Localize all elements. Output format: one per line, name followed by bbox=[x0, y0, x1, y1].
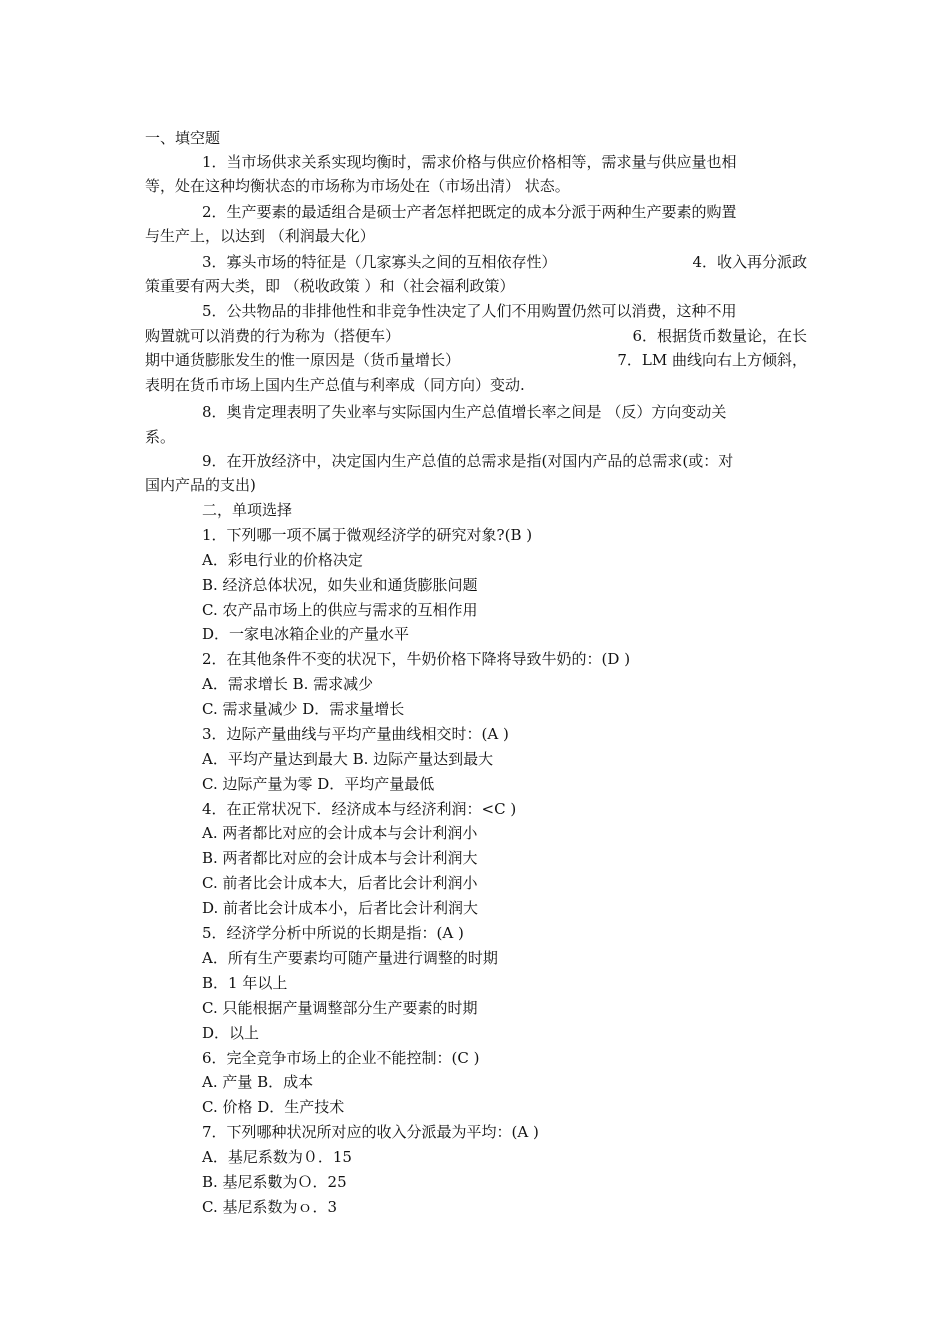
option-line: C. 只能根据产量调整部分生产要素的时期 bbox=[202, 999, 478, 1017]
option-line: A．基尼系数为０．15 bbox=[202, 1148, 352, 1166]
option-line: A. 两者都比对应的会计成本与会计利润小 bbox=[202, 824, 478, 842]
question-line: 7．下列哪种状况所对应的收入分派最为平均：(A ) bbox=[202, 1123, 539, 1141]
option-line: D．以上 bbox=[202, 1024, 260, 1042]
paragraph-line: 7．LM 曲线向右上方倾斜， bbox=[617, 351, 807, 369]
paragraph-line: 8．奥肯定理表明了失业率与实际国内生产总值增长率之间是 （反）方向变动关 bbox=[202, 403, 727, 421]
question-line: 2．在其他条件不变的状况下，牛奶价格下降将导致牛奶的：(D ) bbox=[202, 650, 631, 668]
option-line: C. 基尼系数为ｏ．3 bbox=[202, 1198, 338, 1216]
option-line: C. 农产品市场上的供应与需求的互相作用 bbox=[202, 601, 478, 619]
option-line: C. 边际产量为零 D．平均产量最低 bbox=[202, 775, 435, 793]
option-line: C. 需求量减少 D．需求量增长 bbox=[202, 700, 405, 718]
section-heading-fill-blank: 一、填空题 bbox=[145, 129, 221, 147]
option-line: A. 产量 B．成本 bbox=[202, 1073, 314, 1091]
section-heading-single-choice: 二，单项选择 bbox=[202, 501, 293, 519]
question-line: 5．经济学分析中所说的长期是指：(A ) bbox=[202, 924, 464, 942]
paragraph-line: 表明在货币市场上国内生产总值与利率成（同方向）变动. bbox=[145, 376, 525, 394]
paragraph-line: 9．在开放经济中，决定国内生产总值的总需求是指(对国内产品的总需求(或：对 bbox=[202, 452, 734, 470]
paragraph-line: 3．寡头市场的特征是（几家寡头之间的互相依存性） bbox=[202, 253, 557, 271]
option-line: B. 基尼系數为Ｏ．25 bbox=[202, 1173, 347, 1191]
option-line: B. 两者都比对应的会计成本与会计利润大 bbox=[202, 849, 478, 867]
option-line: B. 经济总体状况，如失业和通货膨胀问题 bbox=[202, 576, 478, 594]
option-line: C. 价格 D．生产技术 bbox=[202, 1098, 345, 1116]
option-line: A．需求增长 B. 需求减少 bbox=[202, 675, 374, 693]
option-line: D．一家电冰箱企业的产量水平 bbox=[202, 625, 410, 643]
paragraph-line: 6．根据货币数量论，在长 bbox=[632, 327, 807, 345]
paragraph-line: 策重要有两大类，即 （税收政策 ）和（社会福利政策） bbox=[145, 277, 515, 295]
paragraph-line: 期中通货膨胀发生的惟一原因是（货币量增长） bbox=[145, 351, 461, 369]
question-line: 1．下列哪一项不属于微观经济学的研究对象?(B ) bbox=[202, 526, 533, 544]
paragraph-line: 购置就可以消费的行为称为（搭便车） bbox=[145, 327, 401, 345]
paragraph-line: 4．收入再分派政 bbox=[692, 253, 807, 271]
paragraph-line: 系。 bbox=[145, 428, 176, 446]
option-line: A．平均产量达到最大 B. 边际产量达到最大 bbox=[202, 750, 494, 768]
option-line: B．1 年以上 bbox=[202, 974, 288, 992]
option-line: C. 前者比会计成本大，后者比会计利润小 bbox=[202, 874, 478, 892]
option-line: A．彩电行业的价格决定 bbox=[202, 551, 363, 569]
paragraph-line: 与生产上，以达到 （利润最大化） bbox=[145, 227, 375, 245]
option-line: A．所有生产要素均可随产量进行调整的时期 bbox=[202, 949, 498, 967]
option-line: D. 前者比会计成本小，后者比会计利润大 bbox=[202, 899, 479, 917]
question-line: 3．边际产量曲线与平均产量曲线相交时：(A ) bbox=[202, 725, 509, 743]
paragraph-line: 1．当市场供求关系实现均衡时，需求价格与供应价格相等，需求量与供应量也相 bbox=[202, 153, 737, 171]
paragraph-line: 5．公共物品的非排他性和非竞争性决定了人们不用购置仍然可以消费，这种不用 bbox=[202, 302, 737, 320]
paragraph-line: 国内产品的支出) bbox=[145, 476, 256, 494]
question-line: 6．完全竞争市场上的企业不能控制：(C ) bbox=[202, 1049, 480, 1067]
paragraph-line: 等，处在这种均衡状态的市场称为市场处在（市场出清） 状态。 bbox=[145, 177, 570, 195]
paragraph-line: 2．生产要素的最适组合是硕士产者怎样把既定的成本分派于两种生产要素的购置 bbox=[202, 203, 737, 221]
question-line: 4．在正常状况下．经济成本与经济利润：<C ) bbox=[202, 800, 517, 818]
